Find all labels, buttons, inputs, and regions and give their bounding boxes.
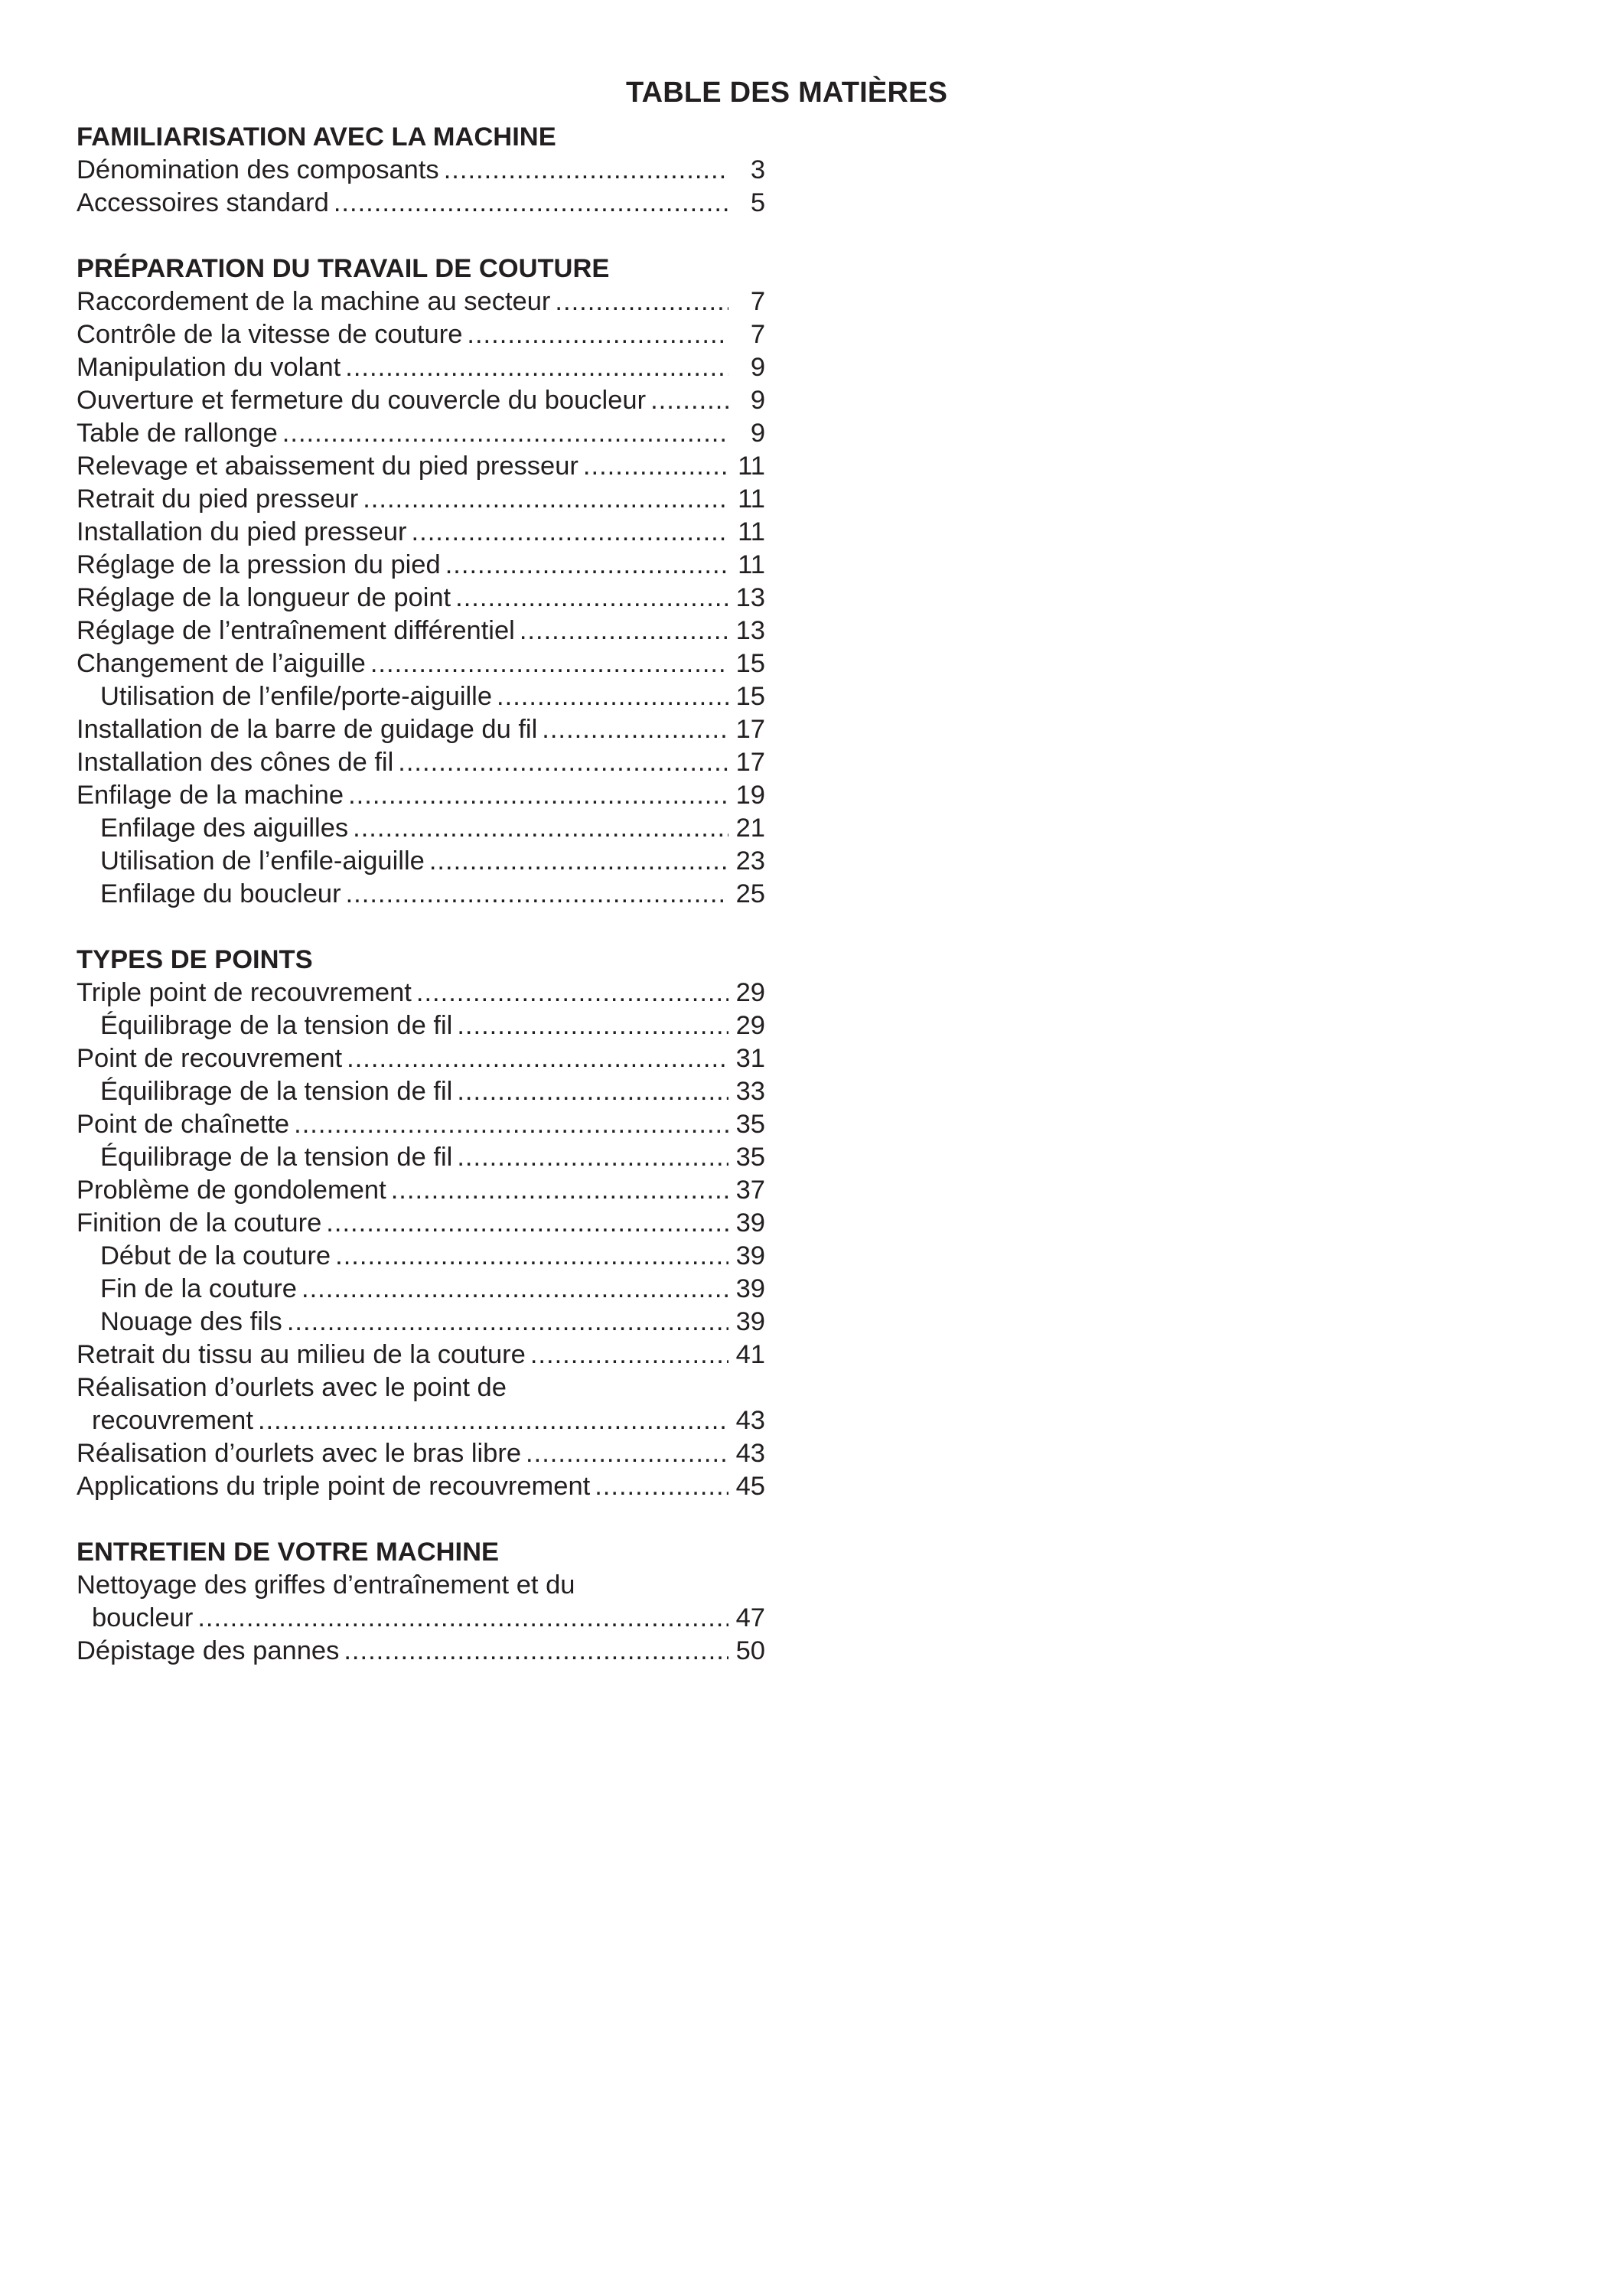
toc-entry-label: Relevage et abaissement du pied presseur bbox=[77, 452, 578, 481]
dot-leader bbox=[445, 549, 728, 582]
toc-section bbox=[77, 944, 842, 1503]
dot-leader bbox=[353, 812, 728, 845]
toc-entry-label: Enfilage de la machine bbox=[77, 781, 344, 810]
toc-entry bbox=[77, 582, 765, 615]
toc-entry-label: Utilisation de l’enfile-aiguille bbox=[100, 846, 425, 876]
toc-entry-page: 35 bbox=[735, 1143, 765, 1172]
toc-entry bbox=[77, 1042, 765, 1075]
dot-leader bbox=[348, 779, 728, 812]
toc-entry-label: Enfilage des aiguilles bbox=[100, 814, 349, 843]
dot-leader bbox=[344, 1635, 728, 1668]
toc-entry bbox=[77, 746, 765, 779]
toc-entry-page: 43 bbox=[735, 1406, 765, 1435]
section-heading: FAMILIARISATION AVEC LA MACHINE bbox=[77, 122, 556, 152]
dot-leader bbox=[287, 1306, 728, 1339]
toc-entry-page: 31 bbox=[735, 1044, 765, 1073]
toc-entry-label: Équilibrage de la tension de fil bbox=[100, 1077, 453, 1106]
toc-entry-label: Retrait du pied presseur bbox=[77, 484, 359, 514]
toc-entry-page: 45 bbox=[735, 1472, 765, 1501]
toc-entry-label: boucleur bbox=[92, 1603, 194, 1632]
dot-leader bbox=[197, 1602, 728, 1635]
toc-entry bbox=[77, 1371, 842, 1404]
dot-leader bbox=[335, 1240, 728, 1273]
toc-entry bbox=[77, 615, 765, 647]
toc-entry bbox=[77, 1141, 765, 1174]
toc-entry bbox=[77, 187, 765, 220]
toc-entry-page: 33 bbox=[735, 1077, 765, 1106]
toc-entry bbox=[77, 318, 765, 351]
toc-entry bbox=[77, 1174, 765, 1207]
toc-entry-label: Applications du triple point de recouvrement bbox=[77, 1472, 591, 1501]
toc-entry-page: 29 bbox=[735, 978, 765, 1007]
toc-entry-label: Raccordement de la machine au secteur bbox=[77, 287, 551, 316]
dot-leader bbox=[467, 318, 728, 351]
toc-entry bbox=[77, 779, 765, 812]
dot-leader bbox=[526, 1437, 728, 1470]
toc-entry-page: 9 bbox=[750, 419, 765, 448]
dot-leader bbox=[530, 1339, 728, 1371]
dot-leader bbox=[346, 878, 728, 911]
toc-entry-label: Enfilage du boucleur bbox=[100, 879, 341, 908]
dot-leader bbox=[347, 1042, 728, 1075]
toc-entry bbox=[77, 878, 765, 911]
section-heading: ENTRETIEN DE VOTRE MACHINE bbox=[77, 1538, 500, 1567]
toc-entry bbox=[77, 1569, 842, 1602]
dot-leader bbox=[520, 615, 728, 647]
dot-leader bbox=[282, 417, 728, 450]
toc-entry-label: Table de rallonge bbox=[77, 419, 278, 448]
toc-entry-label: recouvrement bbox=[92, 1406, 253, 1435]
toc-entry bbox=[77, 483, 765, 516]
toc-entry-page: 35 bbox=[735, 1110, 765, 1139]
dot-leader bbox=[363, 483, 728, 516]
toc-entry-page: 15 bbox=[735, 649, 765, 678]
toc-entry bbox=[77, 1240, 765, 1273]
toc-entry-label: Réglage de la longueur de point bbox=[77, 583, 451, 612]
toc-entry-label: Réglage de l’entraînement différentiel bbox=[77, 616, 515, 645]
toc-entry-label: Installation des cônes de fil bbox=[77, 748, 394, 777]
toc-entry bbox=[77, 351, 765, 384]
toc-entry-page: 11 bbox=[738, 550, 765, 579]
toc-entry bbox=[77, 713, 765, 746]
toc-entry-page: 41 bbox=[735, 1340, 765, 1369]
toc-entry bbox=[77, 1306, 765, 1339]
toc-entry bbox=[77, 680, 765, 713]
toc-entry-label: Nettoyage des griffes d’entraînement et du bbox=[77, 1570, 575, 1600]
toc-section bbox=[77, 253, 842, 911]
toc-entry bbox=[77, 812, 765, 845]
toc-entry-page: 9 bbox=[750, 353, 765, 382]
toc-entry-page: 3 bbox=[750, 155, 765, 184]
toc-entry-label: Nouage des fils bbox=[100, 1307, 282, 1336]
toc-entry-label: Problème de gondolement bbox=[77, 1176, 386, 1205]
toc-entry-page: 11 bbox=[738, 452, 765, 481]
toc-entry-page: 15 bbox=[735, 682, 765, 711]
toc-entry-label: Dépistage des pannes bbox=[77, 1636, 340, 1665]
toc-entry-page: 29 bbox=[735, 1011, 765, 1040]
toc-entry-label: Fin de la couture bbox=[100, 1274, 297, 1303]
toc-entry bbox=[77, 845, 765, 878]
toc-entry bbox=[77, 1437, 765, 1470]
toc-entry-label: Réalisation d’ourlets avec le bras libre bbox=[77, 1439, 522, 1468]
toc-entry-page: 11 bbox=[738, 517, 765, 546]
toc-entry-page: 39 bbox=[735, 1241, 765, 1270]
toc-entry-page: 5 bbox=[750, 188, 765, 217]
toc-entry-label: Utilisation de l’enfile/porte-aiguille bbox=[100, 682, 493, 711]
toc-entry-label: Contrôle de la vitesse de couture bbox=[77, 320, 463, 349]
toc-entry bbox=[77, 450, 765, 483]
toc-entry-page: 17 bbox=[735, 715, 765, 744]
toc-entry-label: Équilibrage de la tension de fil bbox=[100, 1011, 453, 1040]
toc-entry-page: 9 bbox=[750, 386, 765, 415]
dot-leader bbox=[416, 977, 728, 1009]
toc-entry-page: 39 bbox=[735, 1208, 765, 1238]
toc-entry-page: 50 bbox=[735, 1636, 765, 1665]
toc-entry-page: 13 bbox=[735, 583, 765, 612]
toc-entry-label: Point de chaînette bbox=[77, 1110, 290, 1139]
dot-leader bbox=[457, 1141, 728, 1174]
toc-entry-page: 47 bbox=[735, 1603, 765, 1632]
toc-entry-page: 21 bbox=[735, 814, 765, 843]
dot-leader bbox=[334, 187, 728, 220]
toc-entry-label: Début de la couture bbox=[100, 1241, 331, 1270]
table-of-contents bbox=[77, 121, 842, 1668]
toc-section bbox=[77, 1536, 842, 1668]
toc-entry-label: Dénomination des composants bbox=[77, 155, 439, 184]
dot-leader bbox=[650, 384, 728, 417]
toc-entry-label: Ouverture et fermeture du couvercle du boucleur bbox=[77, 386, 647, 415]
toc-entry bbox=[77, 1470, 765, 1503]
dot-leader bbox=[444, 154, 728, 187]
toc-entry-label: Réglage de la pression du pied bbox=[77, 550, 441, 579]
toc-entry-label: Accessoires standard bbox=[77, 188, 329, 217]
toc-entry bbox=[77, 1339, 765, 1371]
section-heading: TYPES DE POINTS bbox=[77, 945, 313, 974]
toc-entry bbox=[77, 516, 765, 549]
toc-entry bbox=[77, 417, 765, 450]
toc-entry-page: 7 bbox=[750, 287, 765, 316]
toc-entry bbox=[77, 647, 765, 680]
toc-entry bbox=[77, 1404, 765, 1437]
toc-entry-label: Installation de la barre de guidage du fil bbox=[77, 715, 538, 744]
toc-entry bbox=[77, 1273, 765, 1306]
toc-entry-page: 7 bbox=[750, 320, 765, 349]
dot-leader bbox=[345, 351, 728, 384]
dot-leader bbox=[326, 1207, 728, 1240]
toc-entry-label: Finition de la couture bbox=[77, 1208, 322, 1238]
dot-leader bbox=[583, 450, 728, 483]
toc-entry-page: 17 bbox=[735, 748, 765, 777]
dot-leader bbox=[455, 582, 728, 615]
toc-entry-label: Changement de l’aiguille bbox=[77, 649, 366, 678]
toc-entry-page: 39 bbox=[735, 1274, 765, 1303]
dot-leader bbox=[294, 1108, 728, 1141]
dot-leader bbox=[497, 680, 728, 713]
toc-entry bbox=[77, 977, 765, 1009]
toc-entry-label: Point de recouvrement bbox=[77, 1044, 343, 1073]
section-heading: PRÉPARATION DU TRAVAIL DE COUTURE bbox=[77, 254, 610, 283]
toc-section bbox=[77, 121, 842, 220]
toc-entry-label: Triple point de recouvrement bbox=[77, 978, 412, 1007]
toc-entry bbox=[77, 1108, 765, 1141]
toc-entry bbox=[77, 1602, 765, 1635]
toc-entry-label: Installation du pied presseur bbox=[77, 517, 407, 546]
page-title: TABLE DES MATIÈRES bbox=[626, 77, 948, 109]
toc-entry bbox=[77, 154, 765, 187]
dot-leader bbox=[457, 1009, 728, 1042]
toc-entry bbox=[77, 1207, 765, 1240]
toc-entry bbox=[77, 285, 765, 318]
toc-entry bbox=[77, 384, 765, 417]
dot-leader bbox=[412, 516, 728, 549]
toc-entry-label: Réalisation d’ourlets avec le point de bbox=[77, 1373, 507, 1402]
toc-entry-page: 43 bbox=[735, 1439, 765, 1468]
toc-entry-page: 13 bbox=[735, 616, 765, 645]
toc-entry-page: 37 bbox=[735, 1176, 765, 1205]
toc-entry-label: Retrait du tissu au milieu de la couture bbox=[77, 1340, 526, 1369]
dot-leader bbox=[301, 1273, 728, 1306]
toc-entry-page: 19 bbox=[735, 781, 765, 810]
toc-entry-label: Équilibrage de la tension de fil bbox=[100, 1143, 453, 1172]
dot-leader bbox=[398, 746, 728, 779]
toc-entry-label: Manipulation du volant bbox=[77, 353, 341, 382]
toc-entry bbox=[77, 1009, 765, 1042]
toc-entry-page: 39 bbox=[735, 1307, 765, 1336]
dot-leader bbox=[555, 285, 728, 318]
toc-entry-page: 23 bbox=[735, 846, 765, 876]
dot-leader bbox=[370, 647, 728, 680]
dot-leader bbox=[391, 1174, 728, 1207]
toc-entry bbox=[77, 1075, 765, 1108]
dot-leader bbox=[595, 1470, 728, 1503]
dot-leader bbox=[542, 713, 728, 746]
toc-entry-page: 25 bbox=[735, 879, 765, 908]
toc-entry bbox=[77, 1635, 765, 1668]
dot-leader bbox=[457, 1075, 728, 1108]
toc-entry-page: 11 bbox=[738, 484, 765, 514]
toc-entry bbox=[77, 549, 765, 582]
dot-leader bbox=[429, 845, 728, 878]
dot-leader bbox=[258, 1404, 728, 1437]
